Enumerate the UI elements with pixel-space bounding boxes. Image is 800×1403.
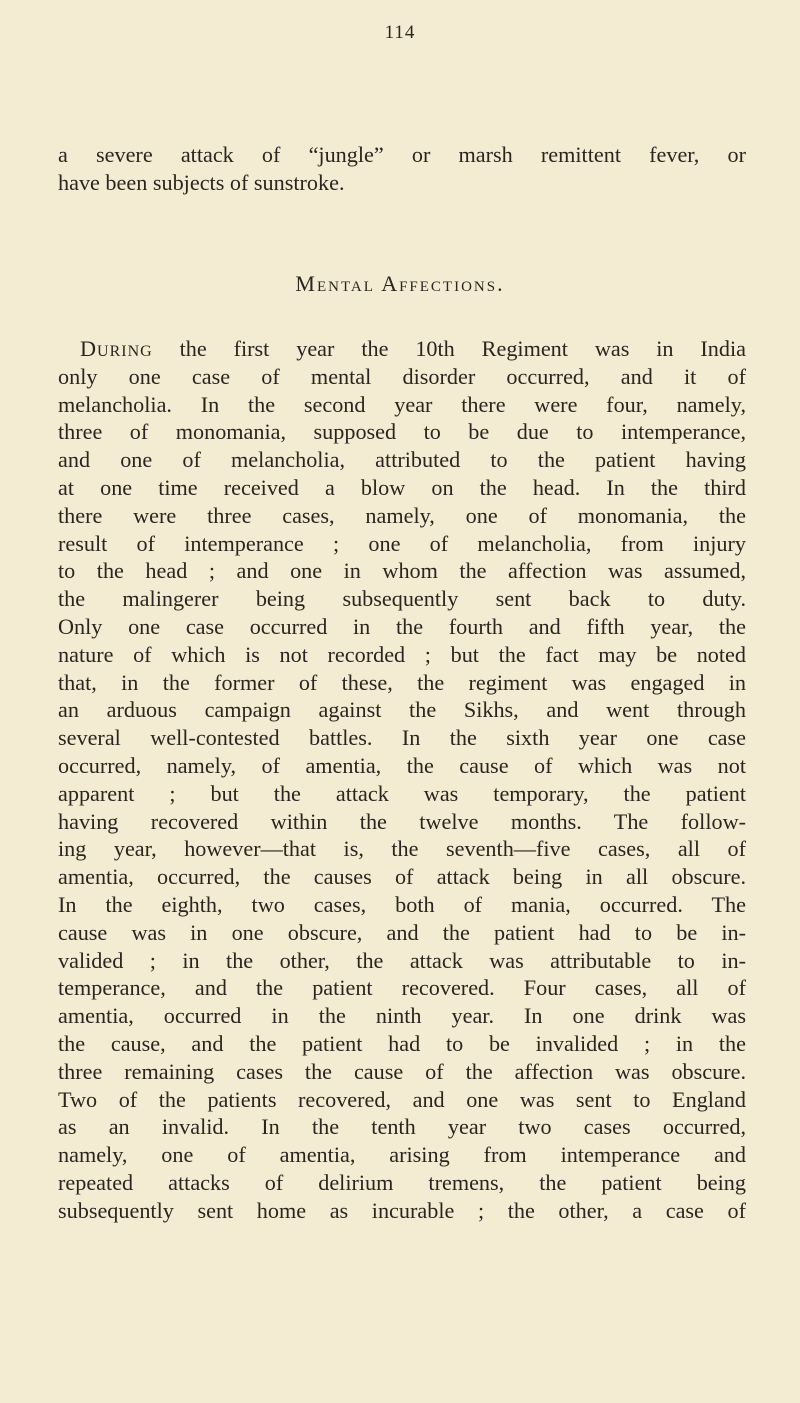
text-line: that, in the former of these, the regiment was engaged in [58,669,746,695]
text-line: a severe attack of “jungle” or marsh remittent fever, or [58,142,746,167]
text-line: having recovered within the twelve months. The follow- [58,808,746,834]
text-line: repeated attacks of delirium tremens, the patient being [58,1169,746,1195]
text-line: In the eighth, two cases, both of mania, occurred. The [58,891,746,917]
body-paragraph [58,335,746,1225]
text-line: as an invalid. In the tenth year two cases occurred, [58,1114,746,1140]
page-number: 114 [384,22,416,43]
text-line: Only one case occurred in the fourth and fifth year, the [58,613,746,639]
text-line: three remaining cases the cause of the affection was obscure. [58,1058,746,1084]
text-line: amentia, occurred, the causes of attack being in all obscure. [58,864,746,890]
text-line: three of monomania, supposed to be due to intemperance, [58,419,746,445]
text-line: cause was in one obscure, and the patient had to be in- [58,919,746,945]
text-line: the cause, and the patient had to be invalided ; in the [58,1030,746,1056]
section-heading: Mental Affections. [295,271,505,296]
text-line: and one of melancholia, attributed to the patient having [58,447,746,473]
text-line: several well-contested battles. In the sixth year one case [58,725,746,751]
text-line: subsequently sent home as incurable ; the other, a case of [58,1197,746,1223]
drop-word: During [80,336,153,361]
text-line: there were three cases, namely, one of monomania, the [58,502,746,528]
text-line: melancholia. In the second year there were four, namely, [58,391,746,417]
intro-paragraph [58,141,746,197]
text-line: ing year, however—that is, the seventh—five cases, all of [58,836,746,862]
text-line: only one case of mental disorder occurred, and it of [58,363,746,389]
text-line: to the head ; and one in whom the affection was assumed, [58,558,746,584]
text-line: have been subjects of sunstroke. [58,169,345,195]
text-line: occurred, namely, of amentia, the cause of which was not [58,752,746,778]
first-line-rest: the first year the 10th Regiment was in India [152,336,746,361]
text-line: result of intemperance ; one of melancholia, from injury [58,530,746,556]
text-line: an arduous campaign against the Sikhs, and went through [58,697,746,723]
text-line: amentia, occurred in the ninth year. In one drink was [58,1003,746,1029]
text-line: temperance, and the patient recovered. Four cases, all of [58,975,746,1001]
text-line: Two of the patients recovered, and one was sent to England [58,1086,746,1112]
text-line: apparent ; but the attack was temporary, the patient [58,780,746,806]
text-line-first [58,335,746,363]
text-line: the malingerer being subsequently sent back to duty. [58,586,746,612]
text-line: at one time received a blow on the head. In the third [58,474,746,500]
text-line: valided ; in the other, the attack was attributable to in- [58,947,746,973]
text-line: namely, one of amentia, arising from intemperance and [58,1142,746,1168]
text-line: nature of which is not recorded ; but the fact may be noted [58,641,746,667]
